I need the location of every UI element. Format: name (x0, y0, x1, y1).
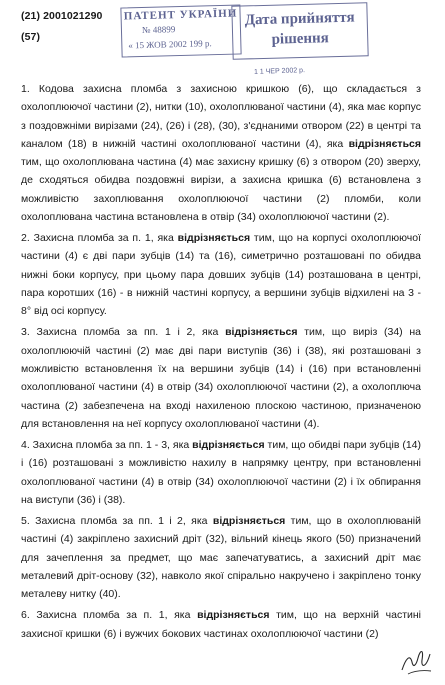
decision-date-stamp (231, 2, 368, 60)
claim-keyword: відрізняється (348, 137, 421, 150)
claim-text: тим, що на корпусі охолоплюючої частини (4) є дві пари зубців (14) та (16), симетрично розташовані по обидва нижні боки корпусу, при цьому пара довших зубців (14) розташована в центрі, пара коротших (16) - в нижній частині корпусу, а вершини зубців відхилені на 3 - 8° від осі корпусу. (21, 232, 421, 318)
stamp-patent-date: « 15 ЖОВ 2002 199 р. (128, 38, 212, 51)
claims-text (21, 80, 421, 646)
claim-keyword: відрізняється (192, 439, 265, 452)
claim-5 (21, 512, 421, 603)
patent-stamp (120, 4, 241, 57)
claim-text: тим, що на верхній частині захисної кришки (6) і вужчих бокових частинах охолоплюючої частини (2) (21, 609, 421, 640)
claim-text: тим, що охолоплювана частина (4) має захисну кришку (6) з отвором (20) зверху, де сходяться обидва поздовжні вирізи, а захисна кришка (6) встановлена з можливістю захоплювання охолоплюючої частини (2) пломби, коли охолоплювана частина встановлена в отвір (34) охолоплюючої частини (2). (21, 156, 421, 224)
claim-6 (21, 606, 421, 643)
field-code-57: (57) (21, 31, 41, 43)
claim-text: 2. Захисна пломба за п. 1, яка (21, 232, 178, 245)
stamp-patent-number: № 48899 (141, 24, 176, 36)
stamp-title: ПАТЕНТ УКРАЇНИ (123, 7, 238, 23)
claim-text: 5. Захисна пломба за пп. 1 і 2, яка (21, 515, 213, 528)
decision-stamp-line1: Дата прийняття (244, 9, 355, 29)
claim-text: 6. Захисна пломба за п. 1, яка (21, 609, 198, 622)
claim-4 (21, 436, 421, 509)
signature-mark (398, 640, 434, 678)
decision-stamp-date: 1 1 ЧЕР 2002 р. (253, 67, 306, 76)
claim-keyword: відрізняється (225, 326, 298, 339)
decision-stamp-line2: рішення (271, 30, 330, 48)
application-number: (21) 2001021290 (21, 10, 103, 22)
claim-text: тим, що обидві пари зубців (14) і (16) розташовані з можливістю нахилу в напрямку центру, при встановленні охолоплюваної частини (4) в отвір (34) охолоплюючої частини (2) і їх обпирання на виступи (36) і (38). (21, 439, 421, 506)
claim-1 (21, 80, 421, 226)
claim-keyword: відрізняється (197, 609, 270, 622)
claim-3 (21, 323, 421, 433)
claim-text: 1. Кодова захисна пломба з захисною кришкою (6), що складається з охолоплюючої частини (2), нитки (10), охолоплюваної частини (4), яка має корпус з поздовжніми вирізами (24), (26) і (28), (30), з'єднаними отвором (22) в центрі та каналом (18) в нижній частині охолоплюваної частини (4), яка (21, 83, 421, 150)
claim-text: тим, що в охолоплюваній частині (4) закріплено захисний дріт (32), вільний кінець якого (50) призначений для зачеплення за предмет, що має запечатуватись, а захисний дріт має металевий дріт-основу (32), навколо якої спірально накручено і закріплено тонку металеву нитку (40). (21, 515, 422, 601)
claim-keyword: відрізняється (177, 232, 251, 245)
claim-keyword: відрізняється (212, 515, 286, 528)
claim-2 (21, 229, 421, 320)
claim-text: 3. Захисна пломба за пп. 1 і 2, яка (21, 326, 226, 339)
claim-text: 4. Захисна пломба за пп. 1 - 3, яка (21, 439, 193, 452)
claim-text: тим, що виріз (34) на охолоплюючій частині (2) має дві пари виступів (36) і (38), які розташовані з можливістю встановлення їх на вершини зубців (14) і (16) при встановленні охолоплюваної частини (4) в отвір (34) охолоплюючої частини (2), а охолоплюча частина (2) забезпечена на вході нахиленою плоскою частиною, призначеною для встановлення на неї корпусу охолоплюваної частини (4). (21, 326, 422, 430)
